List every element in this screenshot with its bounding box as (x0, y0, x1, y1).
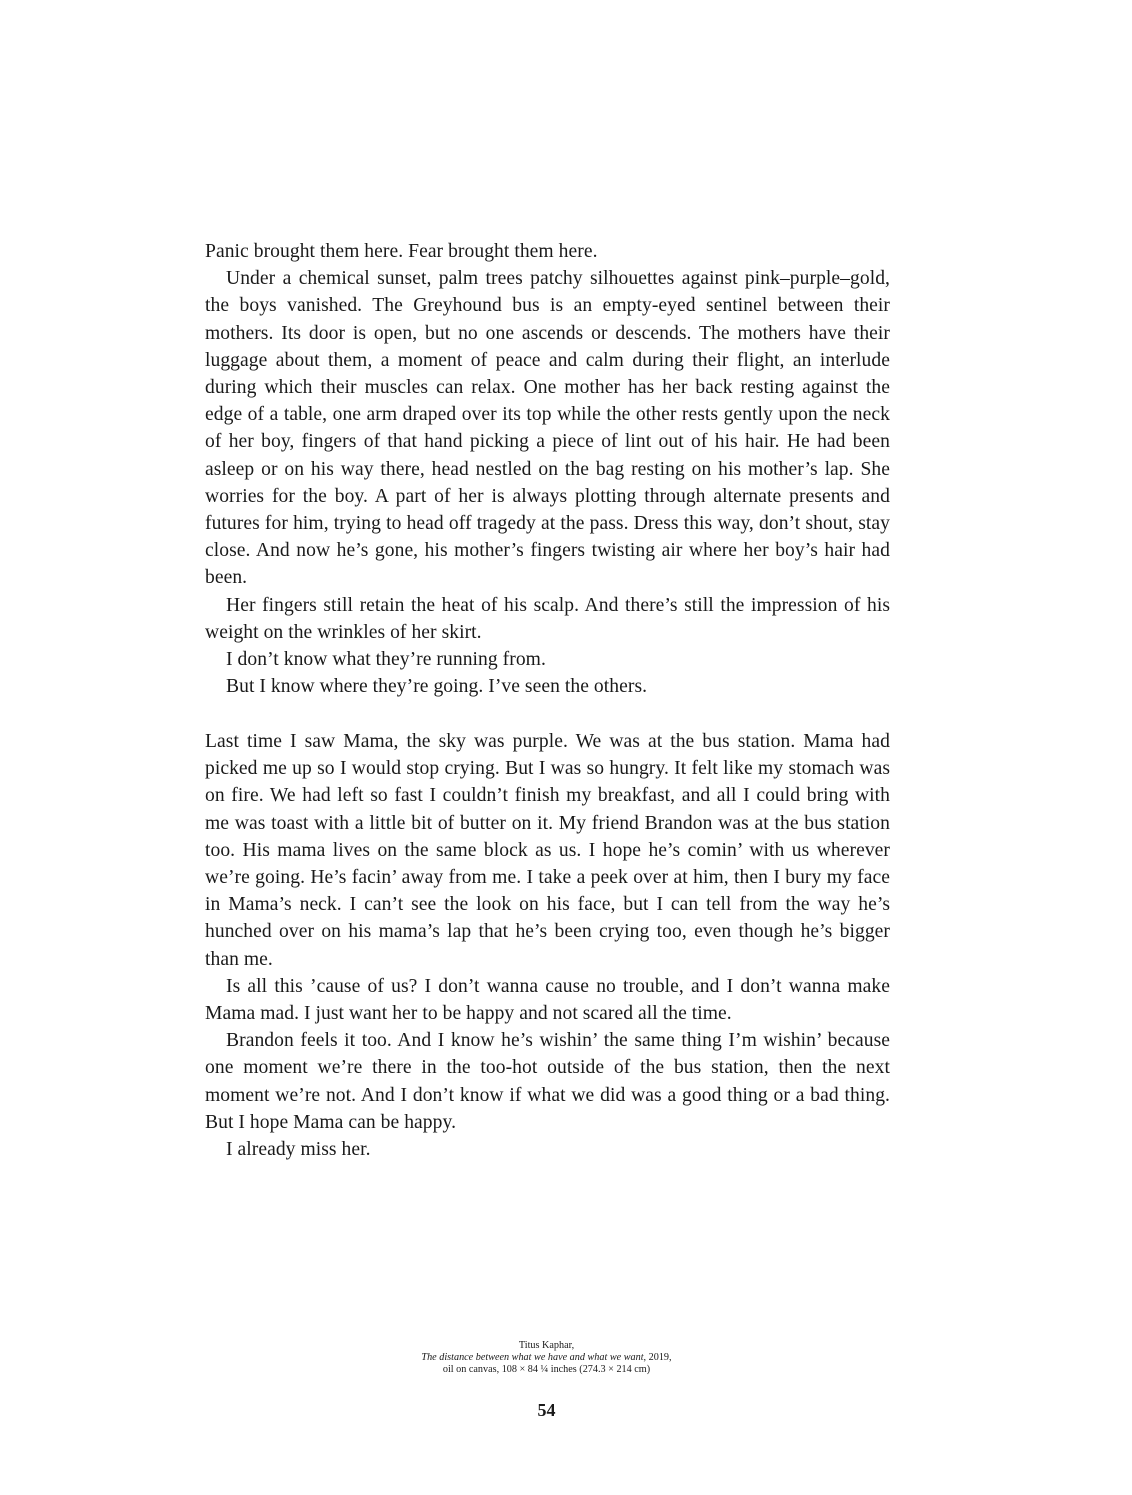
paragraph: Is all this ’cause of us? I don’t wanna cause no trouble, and I don’t wanna make Mama mad. I just want her to be happy and not scared all the time. (205, 975, 890, 1025)
paragraph: I don’t know what they’re running from. (226, 649, 546, 671)
paragraph: I already miss her. (226, 1139, 371, 1161)
caption-title-line (0, 1352, 1093, 1364)
paragraph: Brandon feels it too. And I know he’s wishin’ the same thing I’m wishin’ because one moment we’re there in the too-hot outside of the bus station, then the next moment we’re not. And I don’t know if what we did was a good thing or a bad thing. But I hope Mama can be happy. (205, 1030, 890, 1133)
paragraph: Panic brought them here. Fear brought them here. (205, 241, 598, 262)
caption-year: , 2019, (643, 1352, 672, 1364)
paragraph: But I know where they’re going. I’ve seen the others. (226, 676, 648, 698)
caption-artist: Titus Kaphar, (518, 1340, 575, 1351)
paragraph: Her fingers still retain the heat of his scalp. And there’s still the impression of his weight on the wrinkles of her skirt. (205, 594, 890, 643)
paragraph: Under a chemical sunset, palm trees patchy silhouettes against pink–purple–gold, the boys vanished. The Greyhound bus is an empty-eyed sentinel between their mothers. Its door is open, but no one ascends or descends. The mothers have their luggage about them, a moment of peace and calm during their flight, an interlude during which their muscles can relax. One mother has her back resting against the edge of a table, one arm draped over its top while the other rests gently upon the neck of her boy, fingers of that hand picking a piece of lint out of his hair. He had been asleep or on his way there, head nestled on the bag resting on his mother’s lap. She worries for the boy. A part of her is always plotting through alternate presents and futures for him, trying to head off tragedy at the pass. Dress this way, don’t shout, stay close. And now he’s gone, his mother’s fingers twisting air where her boy’s hair had been. (205, 268, 890, 589)
artwork-caption (0, 1340, 1093, 1377)
caption-medium: oil on canvas, 108 × 84 ¼ inches (274.3 × 214 cm) (442, 1364, 651, 1376)
body-text-section-two (205, 728, 890, 1163)
page-number: 54 (537, 1400, 556, 1420)
paragraph: Last time I saw Mama, the sky was purple. We was at the bus station. Mama had picked me up so I would stop crying. But I was so hungry. It felt like my stomach was on fire. We had left so fast I couldn’t finish my breakfast, and all I could bring with me was toast with a little bit of butter on it. My friend Brandon was at the bus station too. His mama lives on the same block as us. I hope he’s comin’ with us wherever we’re going. He’s facin’ away from me. I take a peek over at him, then I bury my face in Mama’s neck. I can’t see the look on his face, but I can tell from the way he’s hunched over on his mama’s lap that he’s been crying too, even though he’s bigger than me. (205, 731, 890, 970)
body-text-section-one (205, 238, 890, 700)
caption-title: The distance between what we have and what we want (421, 1352, 644, 1364)
